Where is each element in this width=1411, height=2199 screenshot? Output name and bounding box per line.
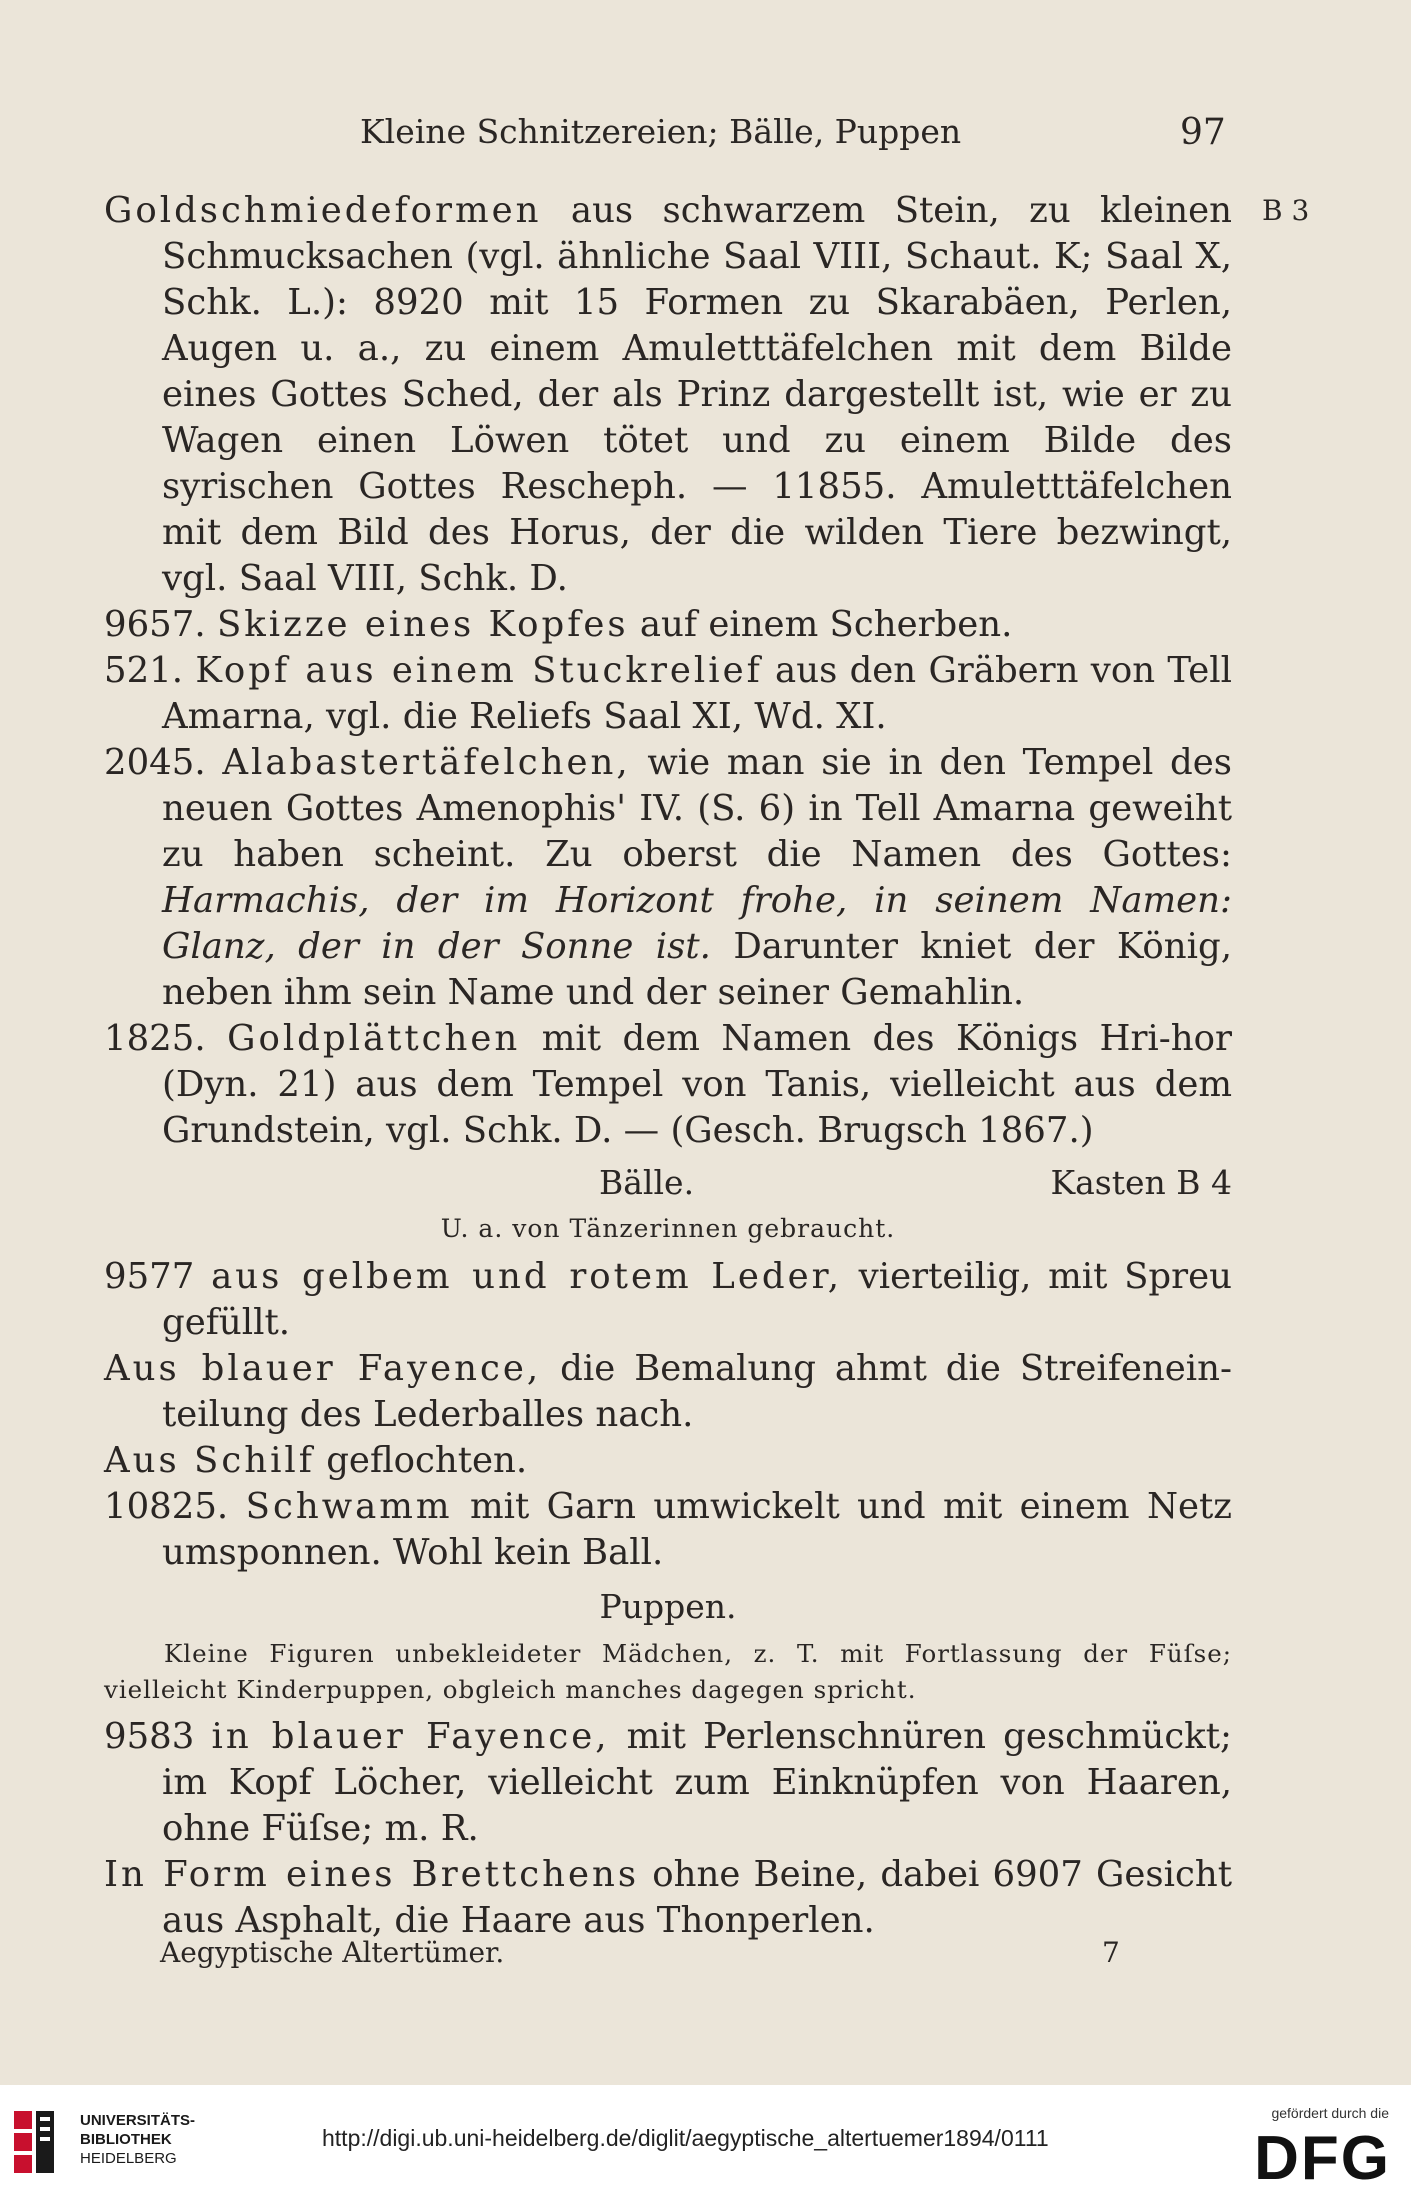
entry-9583: 9583 in blauer Fayence, mit Perlenschnüren geschmückt; im Kopf Löcher, vielleicht zum Einknüpfen von Haaren, ohne Füſse; m. R. (104, 1716, 1232, 1849)
section-note-balle: U. a. von Tänzerinnen gebraucht. (440, 1214, 896, 1243)
section-note-puppen: Kleine Figuren unbekleideter Mädchen, z. T. mit Fortlassung der Füſse; vielleicht Kinderpuppen, obgleich manches dagegen spricht. (104, 1639, 1232, 1704)
section-title-puppen: Puppen. (599, 1587, 737, 1626)
entry-9577: 9577 aus gelbem und rotem Leder, vierteilig, mit Spreu gefüllt. (104, 1256, 1232, 1343)
viewer-bottom-bar (0, 2085, 1411, 2199)
entry-1825: 1825. Goldplättchen mit dem Namen des Königs Hri-hor (Dyn. 21) aus dem Tempel von Tanis, vielleicht aus dem Grundstein, vgl. Schk. D. — (Gesch. Brugsch 1867.) (104, 1018, 1232, 1151)
page-body (104, 188, 1232, 1944)
entry-521: 521. Kopf aus einem Stuckrelief aus den Gräbern von Tell Amarna, vgl. die Reliefs Saal XI, Wd. XI. (104, 650, 1232, 737)
entry-brettchen: In Form eines Brettchens ohne Beine, dabei 6907 Gesicht aus Asphalt, die Haare aus Thonperlen. (104, 1854, 1232, 1941)
section-heading-balle (104, 1156, 1232, 1210)
entry-schilf: Aus Schilf geflochten. (104, 1440, 528, 1481)
funder-credit: gefördert durch die (1271, 2105, 1389, 2121)
book-footer-title: Aegyptische Altertümer. (160, 1936, 505, 1969)
page-number: 97 (1180, 112, 1226, 153)
section-location-balle: Kasten B 4 (1050, 1163, 1232, 1202)
entry-10825: 10825. Schwamm mit Garn umwickelt und mit einem Netz umsponnen. Wohl kein Ball. (104, 1486, 1232, 1573)
entry-9657: 9657. Skizze eines Kopfes auf einem Scherben. (104, 604, 1013, 645)
sheet-signature: 7 (1102, 1936, 1120, 1969)
library-name: UNIVERSITÄTS- BIBLIOTHEK HEIDELBERG (80, 2112, 196, 2167)
dfg-logo: DFG (1254, 2124, 1391, 2193)
library-seal-icon (10, 2105, 70, 2183)
entry-blauer-fayence: Aus blauer Fayence, die Bemalung ahmt die Streifeneinteilung des Lederballes nach. (104, 1348, 1232, 1435)
section-title-balle: Bälle. (599, 1163, 695, 1202)
permalink-url[interactable]: http://digi.ub.uni-heidelberg.de/diglit/aegyptische_altertuemer1894/0111 (322, 2125, 1049, 2151)
entry-goldschmiedeformen: Goldschmiedeformen aus schwarzem Stein, zu kleinen Schmucksachen (vgl. ähnliche Saal VIII, Schaut. K; Saal X, Schk. L.): 8920 mit 15 Formen zu Skarabäen, Perlen, Augen u. a., zu einem Amuletttäfelchen mit dem Bilde eines Gottes Sched, der als Prinz dargestellt ist, wie er zu Wagen einen Löwen tötet und zu einem Bilde des syrischen Gottes Rescheph. — 11855. Amuletttäfelchen mit dem Bild des Horus, der die wilden Tiere bezwingt, vgl. Saal VIII, Schk. D. (104, 190, 1232, 599)
margin-mark-b3: B 3 (1262, 194, 1310, 227)
entry-2045: 2045. Alabastertäfelchen, wie man sie in den Tempel des neuen Gottes Amenophis' IV. (S. 6) in Tell Amarna geweiht zu haben scheint. Zu oberst die Namen des Gottes: Harmachis, der im Horizont frohe, in seinem Namen: Glanz, der in der Sonne ist. Darunter kniet der König, neben ihm sein Name und der seiner Gemahlin. (104, 742, 1232, 1013)
running-head: Kleine Schnitzereien; Bälle, Puppen (360, 112, 962, 151)
